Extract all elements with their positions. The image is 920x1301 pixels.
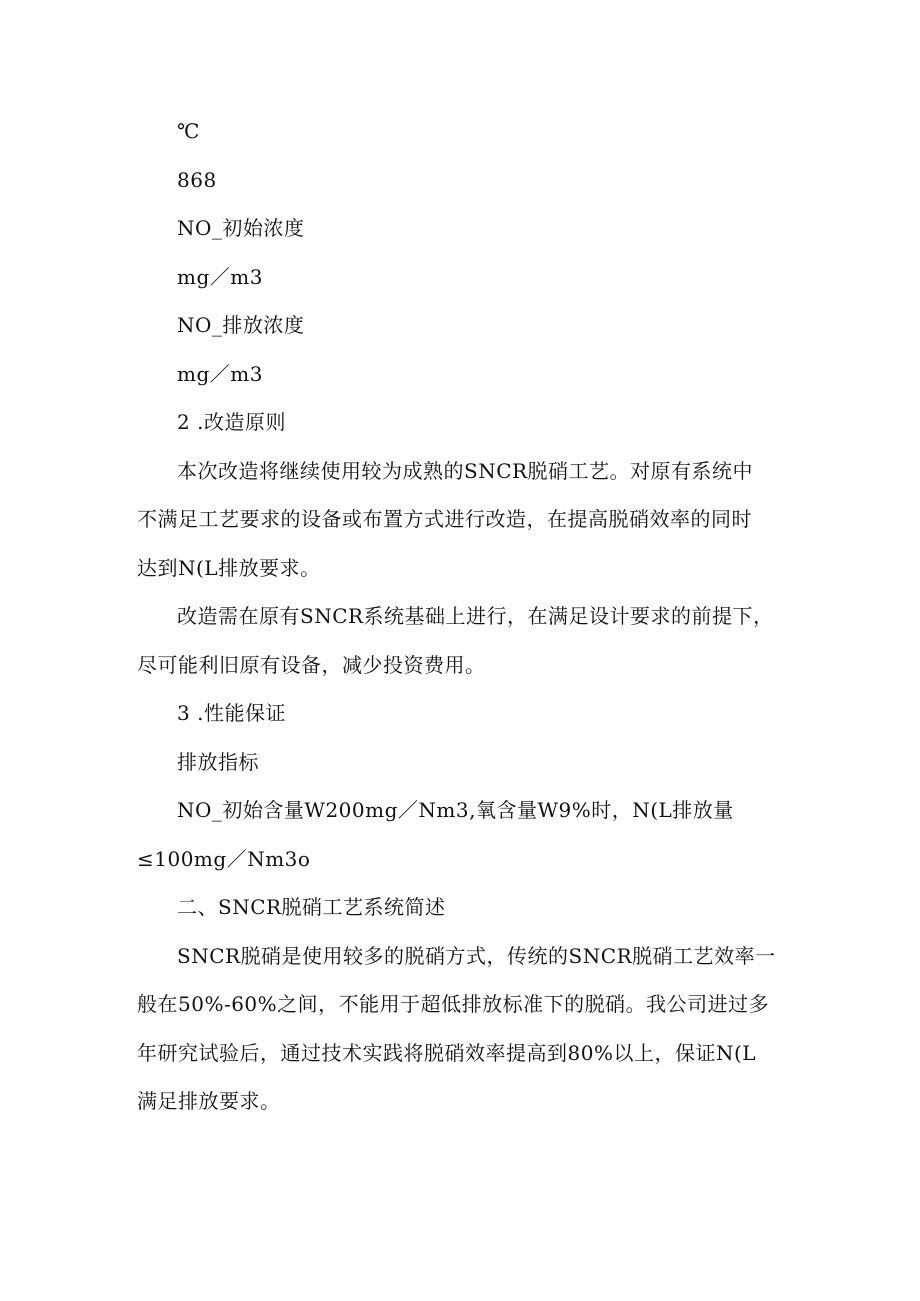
paragraph-line: SNCR脱硝是使用较多的脱硝方式，传统的SNCR脱硝工艺效率一	[177, 944, 776, 968]
paragraph-line: 改造需在原有SNCR系统基础上进行，在满足设计要求的前提下，	[177, 604, 774, 628]
unit-celsius: ℃	[177, 119, 200, 143]
heading-performance-guarantee: 3 .性能保证	[177, 701, 286, 725]
paragraph-line: 般在50%-60%之间，不能用于超低排放标准下的脱硝。我公司进过多	[137, 992, 770, 1016]
paragraph-line: 本次改造将继续使用较为成熟的SNCR脱硝工艺。对原有系统中	[177, 459, 754, 483]
paragraph-line: NO_初始含量W200mg／Nm3,氧含量W9%时，N(L排放量	[177, 798, 734, 822]
paragraph-line: ≤100mg／Nm3o	[137, 847, 311, 871]
paragraph-line: 达到N(L排放要求。	[137, 556, 321, 580]
heading-renovation-principles: 2 .改造原则	[177, 410, 286, 434]
paragraph-line: 年研究试验后，通过技术实践将脱硝效率提高到80%以上，保证N(L	[137, 1041, 757, 1065]
paragraph-line: 满足排放要求。	[137, 1089, 281, 1113]
value-868: 868	[177, 168, 217, 192]
label-no-initial-concentration: NO_初始浓度	[177, 216, 305, 240]
subheading-emission-indicators: 排放指标	[177, 750, 259, 774]
label-no-emission-concentration: NO_排放浓度	[177, 313, 305, 337]
heading-sncr-overview: 二、SNCR脱硝工艺系统简述	[177, 895, 446, 919]
unit-mg-m3-2: mg／m3	[177, 362, 263, 386]
paragraph-line: 不满足工艺要求的设备或布置方式进行改造，在提高脱硝效率的同时	[137, 507, 752, 531]
unit-mg-m3-1: mg／m3	[177, 265, 263, 289]
paragraph-line: 尽可能利旧原有设备，减少投资费用。	[137, 653, 486, 677]
